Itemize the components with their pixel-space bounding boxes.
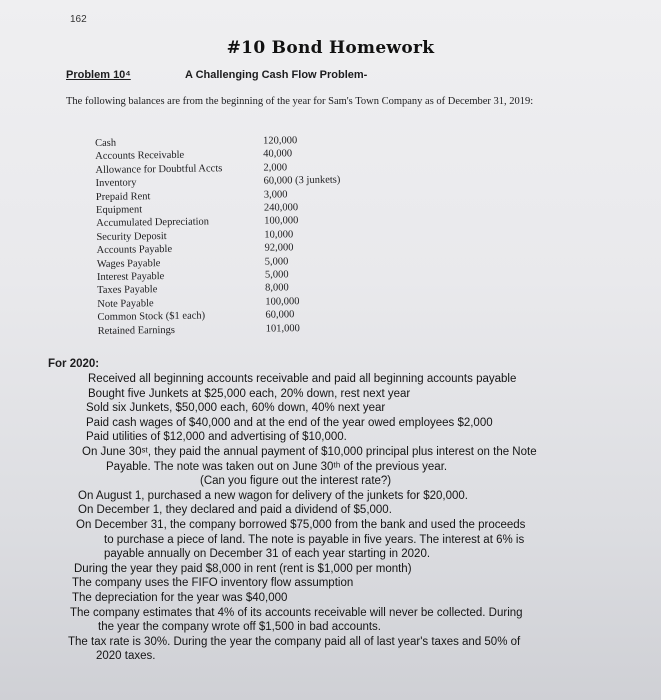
account-value: 100,000 xyxy=(265,296,300,308)
list-item-continuation: 2020 taxes. xyxy=(96,650,156,663)
account-name: Prepaid Rent xyxy=(95,190,151,203)
account-name: Retained Earnings xyxy=(97,324,176,337)
account-name: Interest Payable xyxy=(96,271,165,284)
list-item: The tax rate is 30%. During the year the company paid all of last year's taxes and 50% of xyxy=(68,635,521,648)
for-2020-heading: For 2020: xyxy=(48,358,100,370)
account-name: Allowance for Doubtful Accts xyxy=(95,163,223,176)
account-value: 8,000 xyxy=(265,282,289,295)
intro-paragraph: The following balances are from the beginning of the year for Sam's Town Company as of December 31, 2019: xyxy=(66,96,534,107)
list-item-continuation: payable annually on December 31 of each year starting in 2020. xyxy=(104,548,431,561)
list-item-continuation: to purchase a piece of land. The note is payable in five years. The interest at 6% is xyxy=(104,533,525,546)
account-value: 92,000 xyxy=(264,242,294,254)
account-value: 101,000 xyxy=(265,322,300,335)
account-name: Accounts Payable xyxy=(96,244,173,257)
account-name: Security Deposit xyxy=(96,230,167,243)
account-name: Accumulated Depreciation xyxy=(96,216,210,230)
transaction-list xyxy=(64,372,654,664)
list-item-continuation: (Can you figure out the interest rate?) xyxy=(200,475,392,488)
list-item: During the year they paid $8,000 in rent (rent is $1,000 per month) xyxy=(74,562,412,575)
list-item: On December 1, they declared and paid a dividend of $5,000. xyxy=(78,504,392,517)
account-name: Note Payable xyxy=(97,298,154,310)
account-name: Accounts Receivable xyxy=(95,150,185,163)
account-value: 2,000 xyxy=(263,162,288,174)
account-value: 240,000 xyxy=(263,202,299,214)
list-item: Sold six Junkets, $50,000 each, 60% down, 40% next year xyxy=(86,402,386,415)
account-name: Cash xyxy=(95,137,117,149)
list-item: On December 31, the company borrowed $75,000 from the bank and used the proceeds xyxy=(76,518,526,531)
problem-subtitle: A Challenging Cash Flow Problem- xyxy=(185,69,368,81)
list-item: The company uses the FIFO inventory flow assumption xyxy=(72,577,354,590)
problem-label: Problem 10⁴ xyxy=(66,69,131,81)
list-item: The depreciation for the year was $40,000 xyxy=(72,591,288,604)
account-value: 100,000 xyxy=(264,215,299,228)
account-value: 5,000 xyxy=(264,269,289,281)
account-name: Common Stock ($1 each) xyxy=(97,310,206,324)
list-item: Paid utilities of $12,000 and advertising of $10,000. xyxy=(86,431,347,444)
account-name: Wages Payable xyxy=(96,257,161,270)
account-value: 3,000 xyxy=(263,188,288,201)
list-item-continuation: Payable. The note was taken out on June 30ᵗʰ of the previous year. xyxy=(106,460,448,473)
account-name: Inventory xyxy=(95,177,137,190)
list-item: Received all beginning accounts receivable and paid all beginning accounts payable xyxy=(88,373,517,385)
account-value: 60,000 xyxy=(265,309,295,321)
account-value: 5,000 xyxy=(264,255,289,268)
list-item: The company estimates that 4% of its accounts receivable will never be collected. During xyxy=(70,606,523,619)
account-value: 40,000 xyxy=(263,148,293,161)
account-balances-table xyxy=(95,133,418,339)
list-item: On August 1, purchased a new wagon for delivery of the junkets for $20,000. xyxy=(78,489,468,502)
account-value: 60,000 (3 junkets) xyxy=(263,174,341,187)
page-title: #10 Bond Homework xyxy=(226,38,435,58)
list-item: On June 30ˢᵗ, they paid the annual payment of $10,000 principal plus interest on the Note xyxy=(82,445,537,458)
page-number: 162 xyxy=(70,14,87,25)
list-item: Paid cash wages of $40,000 and at the end of the year owed employees $2,000 xyxy=(86,416,493,429)
account-name: Equipment xyxy=(95,204,143,217)
account-name: Taxes Payable xyxy=(97,284,158,297)
list-item: Bought five Junkets at $25,000 each, 20% down, rest next year xyxy=(88,387,411,400)
account-value: 120,000 xyxy=(262,135,298,147)
list-item-continuation: the year the company wrote off $1,500 in bad accounts. xyxy=(98,621,381,634)
account-value: 10,000 xyxy=(264,229,294,241)
